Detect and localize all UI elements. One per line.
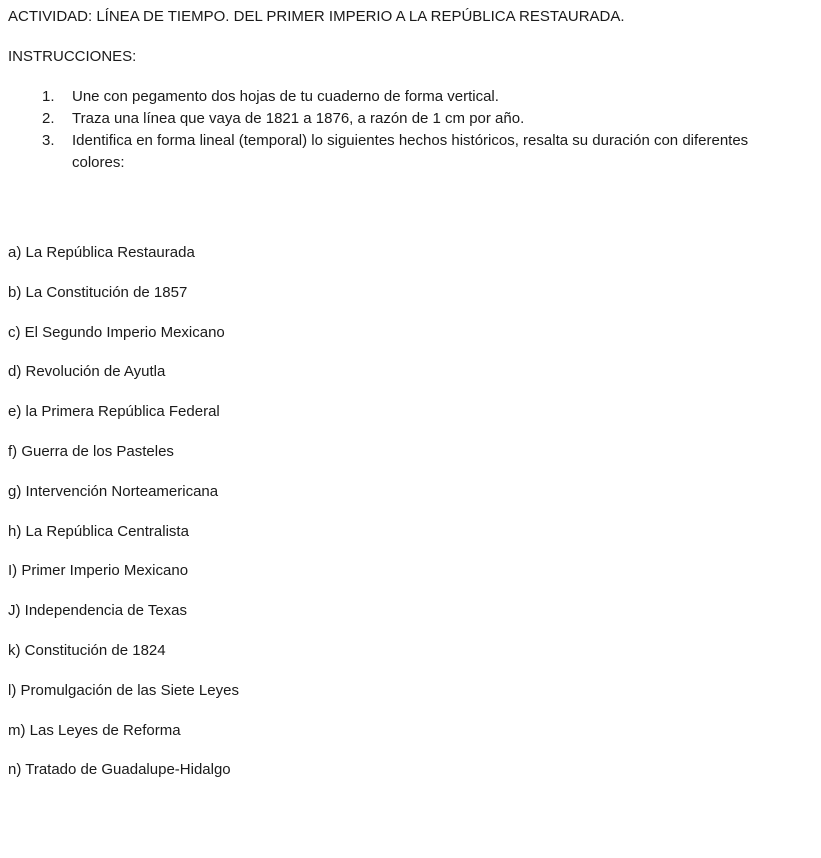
step-text: Traza una línea que vaya de 1821 a 1876, a razón de 1 cm por año. bbox=[72, 110, 525, 127]
step-number: 1. bbox=[42, 88, 55, 105]
instruction-step bbox=[42, 130, 782, 174]
event-item: I) Primer Imperio Mexicano bbox=[8, 562, 189, 580]
event-item: k) Constitución de 1824 bbox=[8, 641, 166, 659]
event-item: f) Guerra de los Pasteles bbox=[8, 442, 174, 460]
event-item: m) Las Leyes de Reforma bbox=[8, 721, 181, 739]
step-text: Identifica en forma lineal (temporal) lo siguientes hechos históricos, resalta su duración con diferentes colores: bbox=[72, 132, 749, 171]
instruction-steps-list bbox=[42, 86, 782, 174]
event-item: n) Tratado de Guadalupe-Hidalgo bbox=[8, 761, 231, 779]
event-item: g) Intervención Norteamericana bbox=[8, 482, 219, 500]
step-number: 3. bbox=[42, 132, 55, 149]
event-item: a) La República Restaurada bbox=[8, 244, 195, 261]
event-item: h) La República Centralista bbox=[8, 522, 189, 540]
step-text: Une con pegamento dos hojas de tu cuaderno de forma vertical. bbox=[72, 88, 499, 105]
activity-title: ACTIVIDAD: LÍNEA DE TIEMPO. DEL PRIMER IMPERIO A LA REPÚBLICA RESTAURADA. bbox=[8, 8, 625, 25]
event-item: b) La Constitución de 1857 bbox=[8, 283, 188, 301]
event-item: d) Revolución de Ayutla bbox=[8, 363, 166, 381]
instructions-heading: INSTRUCCIONES: bbox=[8, 48, 137, 65]
step-number: 2. bbox=[42, 110, 55, 127]
event-item: J) Independencia de Texas bbox=[8, 602, 188, 620]
event-item: c) El Segundo Imperio Mexicano bbox=[8, 323, 225, 341]
instruction-step bbox=[42, 108, 782, 130]
event-item: e) la Primera República Federal bbox=[8, 403, 220, 421]
instruction-step bbox=[42, 86, 782, 108]
historical-events-list bbox=[8, 242, 239, 799]
event-item: l) Promulgación de las Siete Leyes bbox=[8, 681, 239, 699]
